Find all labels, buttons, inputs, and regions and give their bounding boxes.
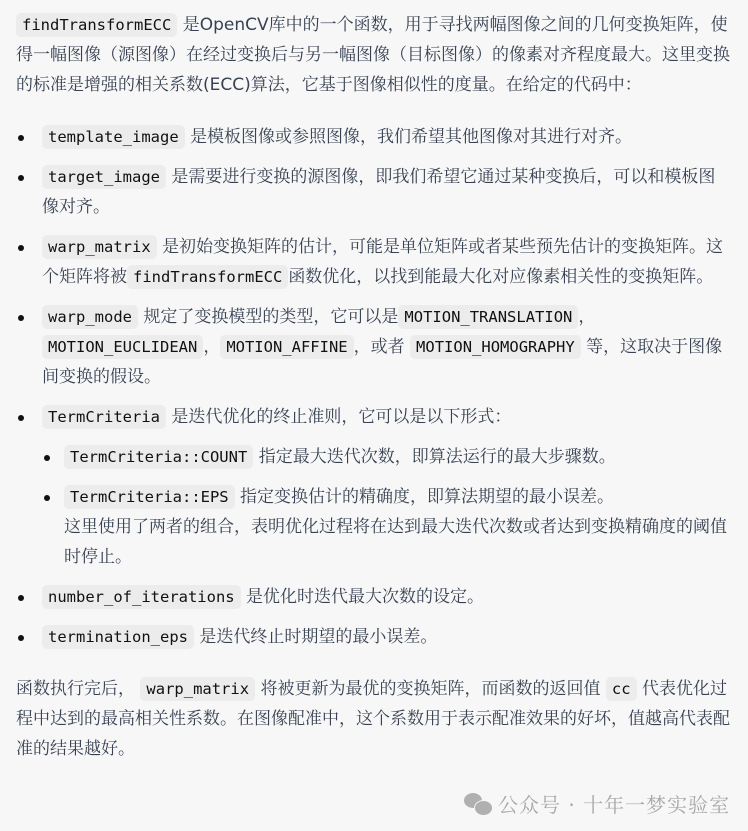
list-item: target_image 是需要进行变换的源图像，即我们希望它通过某种变换后，可以和模板图像对齐。 <box>16 162 732 222</box>
inline-code: termination_eps <box>42 625 194 649</box>
outro-paragraph: 函数执行完后， warp_matrix 将被更新为最优的变换矩阵，而函数的返回值 cc 代表优化过程中达到的最高相关性系数。在图像配准中，这个系数用于表示配准效果的好坏，值越高代表配准的结果越好。 <box>16 679 730 759</box>
inline-code: MOTION_AFFINE <box>220 335 353 359</box>
document <box>16 0 732 764</box>
inline-code: TermCriteria::EPS <box>64 485 235 509</box>
list-item: TermCriteria 是迭代优化的终止准则，它可以是以下形式： TermCriteria::COUNT 指定最大迭代次数，即算法运行的最大步骤数。 TermCriteria::EPS 指定变换估计的精确度，即算法期望的最小误差。 这里使用了两者的组合，表明优化过程将在达到最大迭代次数或者达到变换精确度的阈值时停止。 <box>16 402 732 572</box>
list-item: termination_eps 是迭代终止时期望的最小误差。 <box>16 622 732 652</box>
inline-code: template_image <box>42 125 185 149</box>
inline-code: cc <box>606 677 637 701</box>
list-item: template_image 是模板图像或参照图像，我们希望其他图像对其进行对齐。 <box>16 122 732 152</box>
inline-code: target_image <box>42 165 166 189</box>
inline-code: TermCriteria <box>42 405 166 429</box>
inline-code: warp_matrix <box>140 677 255 701</box>
intro-paragraph: findTransformECC 是OpenCV库中的一个函数，用于寻找两幅图像之间的几何变换矩阵，使得一幅图像（源图像）在经过变换后与另一幅图像（目标图像）的像素对齐程度最大。这里变换的标准是增强的相关系数(ECC)算法，它基于图像相似性的度量。在给定的代码中： <box>16 15 730 95</box>
inline-code: MOTION_TRANSLATION <box>398 305 578 329</box>
parameter-list <box>16 122 732 652</box>
list-item: number_of_iterations 是优化时迭代最大次数的设定。 <box>16 582 732 612</box>
list-item: warp_mode 规定了变换模型的类型，它可以是 MOTION_TRANSLATION ，MOTION_EUCLIDEAN ， MOTION_AFFINE ，或者 MOTION_HOMOGRAPHY 等，这取决于图像间变换的假设。 <box>16 302 732 392</box>
inline-code: findTransformECC <box>127 265 288 289</box>
wechat-icon <box>464 793 492 815</box>
inline-code: TermCriteria::COUNT <box>64 445 253 469</box>
watermark-text: 公众号 · 十年一梦实验室 <box>498 793 731 817</box>
inline-code: warp_mode <box>42 305 138 329</box>
list-item: warp_matrix 是初始变换矩阵的估计，可能是单位矩阵或者某些预先估计的变换矩阵。这个矩阵将被 findTransformECC 函数优化，以找到能最大化对应像素相关性的变换矩阵。 <box>16 232 732 292</box>
sub-list <box>42 442 732 572</box>
inline-code: MOTION_HOMOGRAPHY <box>410 335 581 359</box>
watermark <box>464 789 730 818</box>
inline-code: number_of_iterations <box>42 585 241 609</box>
inline-code: findTransformECC <box>16 13 177 37</box>
inline-code: warp_matrix <box>42 235 157 259</box>
inline-code: MOTION_EUCLIDEAN <box>42 335 203 359</box>
sub-list-item: TermCriteria::EPS 指定变换估计的精确度，即算法期望的最小误差。 这里使用了两者的组合，表明优化过程将在达到最大迭代次数或者达到变换精确度的阈值时停止。 <box>42 482 732 572</box>
sub-list-item: TermCriteria::COUNT 指定最大迭代次数，即算法运行的最大步骤数。 <box>42 442 732 472</box>
